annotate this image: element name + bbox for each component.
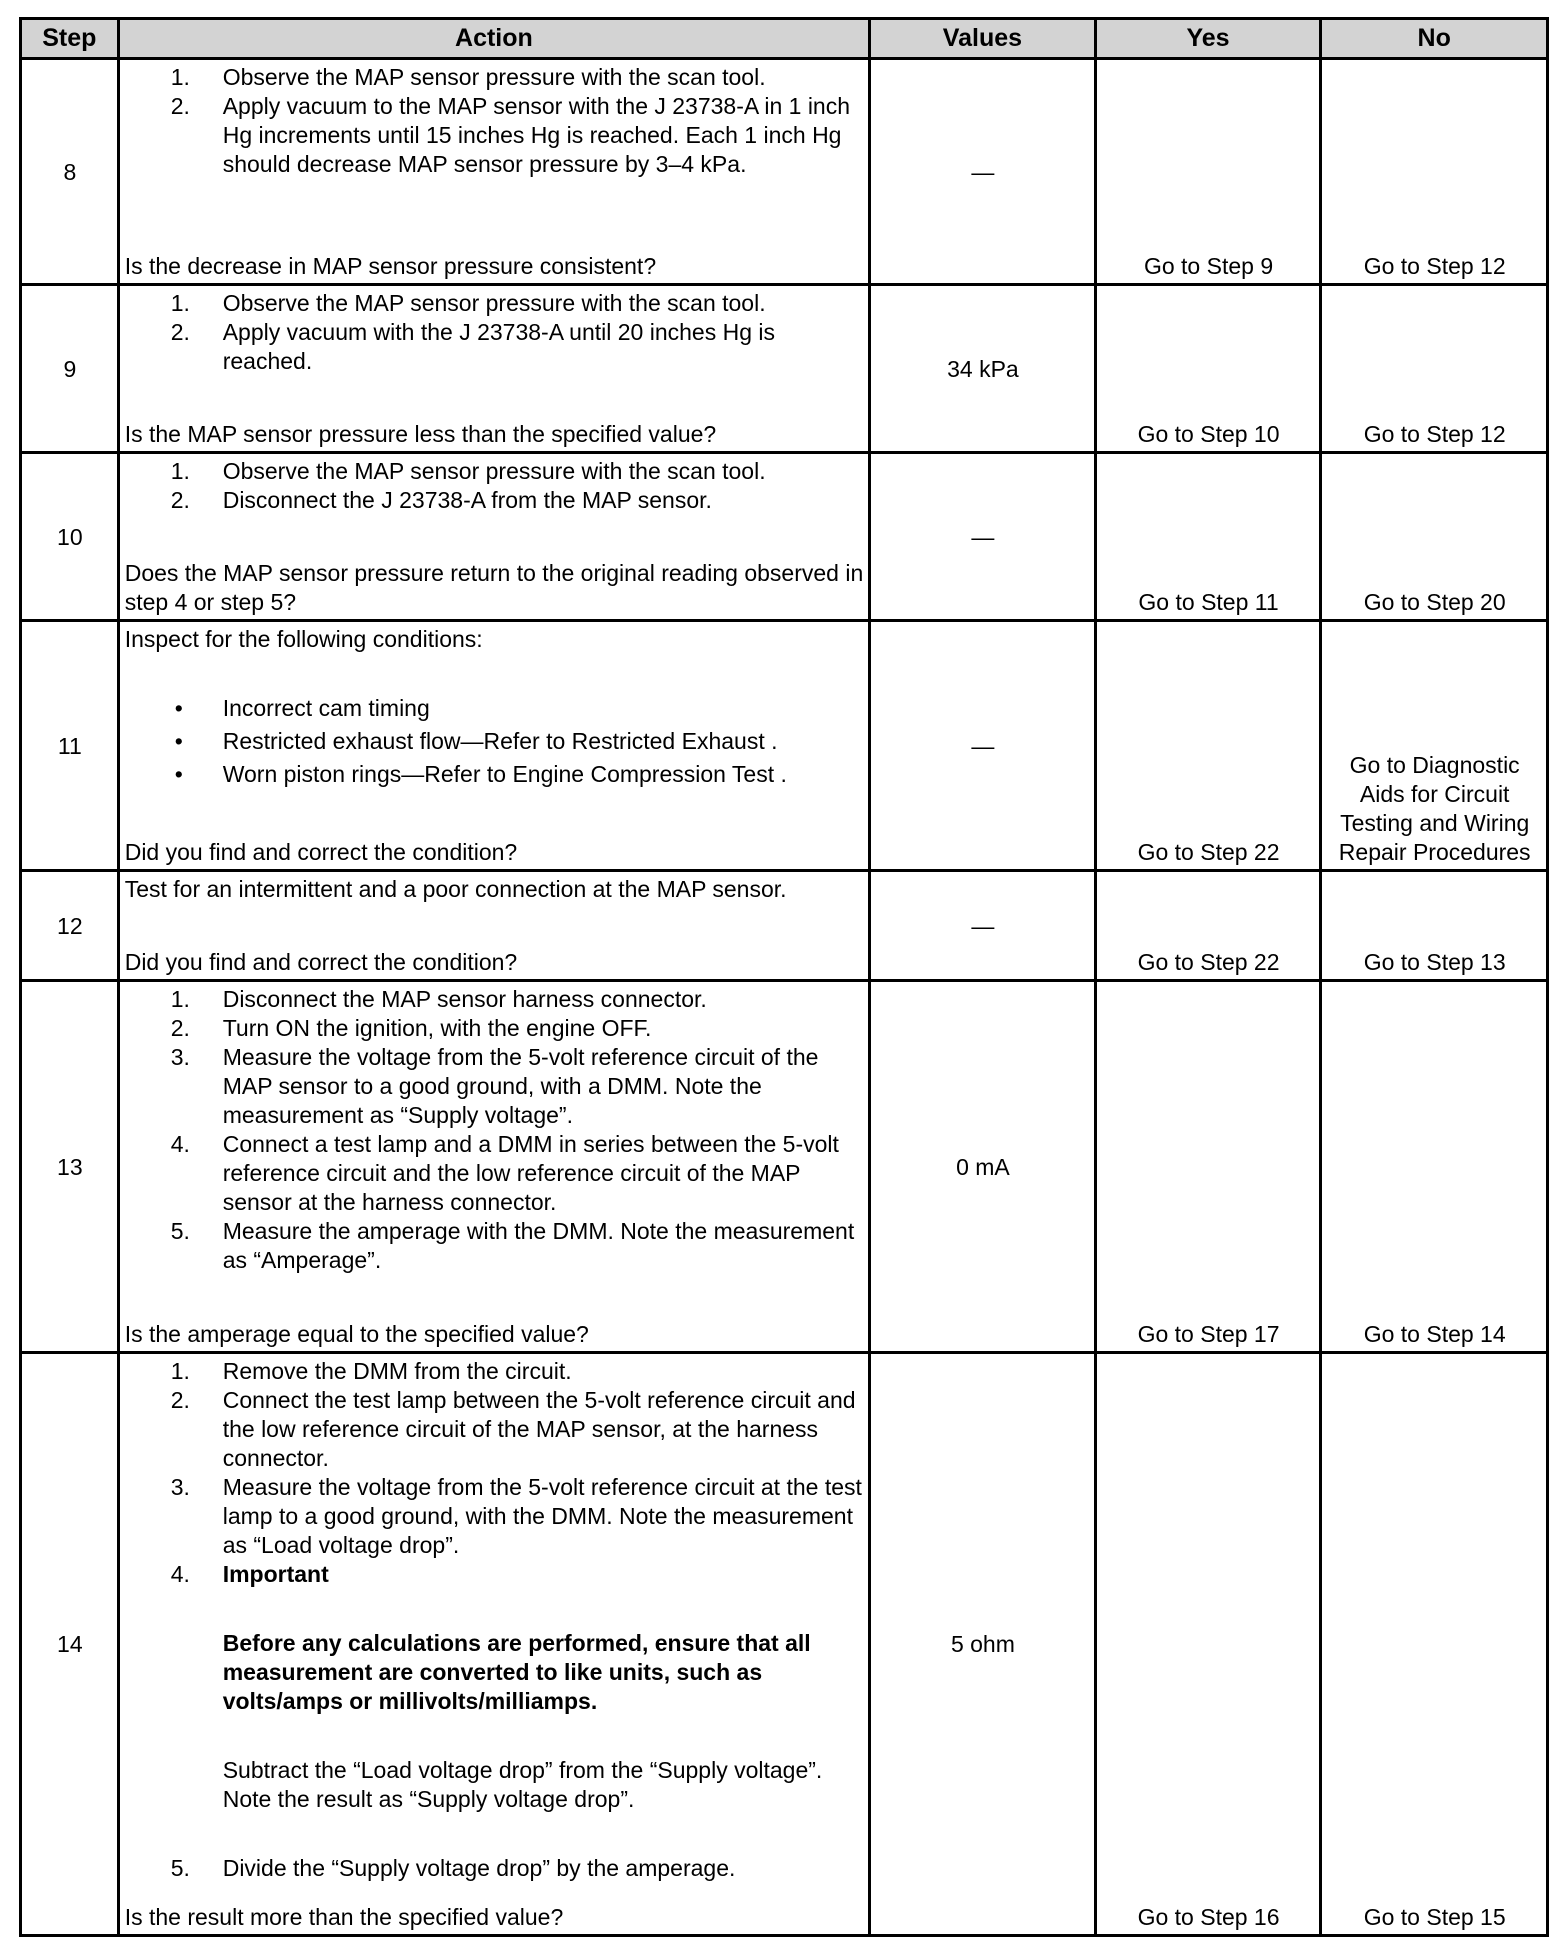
list-item: 2. Turn ON the ignition, with the engine OFF. (170, 1015, 652, 1041)
yes-cell: Go to Step 22 (1095, 871, 1321, 981)
list-item: 1. Observe the MAP sensor pressure with the scan tool. (170, 458, 766, 484)
step-number: 14 (21, 1353, 119, 1936)
list-item: 3. Measure the voltage from the 5-volt reference circuit at the test lamp to a good ground, with the DMM. Note the measurement as “Load voltage drop”. (170, 1474, 862, 1558)
action-question: Does the MAP sensor pressure return to the original reading observed in step 4 or step 5? (124, 560, 864, 615)
value-cell: — (870, 871, 1096, 981)
subtract-instruction: Subtract the “Load voltage drop” from the “Supply voltage”. Note the result as “Supply voltage drop”. (222, 1757, 823, 1812)
condition-list (125, 694, 864, 789)
list-item: • Incorrect cam timing (174, 695, 430, 721)
value-cell: 0 mA (870, 981, 1096, 1353)
list-item: 2. Connect the test lamp between the 5-volt reference circuit and the low reference circuit of the MAP sensor, at the harness connector. (170, 1387, 856, 1471)
action-cell (118, 453, 869, 621)
yes-cell: Go to Step 16 (1095, 1353, 1321, 1936)
table-row (21, 621, 1548, 871)
header-no: No (1321, 19, 1548, 59)
yes-cell: Go to Step 11 (1095, 453, 1321, 621)
value-cell: 34 kPa (870, 285, 1096, 453)
action-steps (125, 457, 864, 515)
action-steps (125, 1357, 864, 1883)
yes-cell: Go to Step 17 (1095, 981, 1321, 1353)
action-cell (118, 59, 869, 285)
action-question: Did you find and correct the condition? (124, 949, 518, 975)
action-question: Is the decrease in MAP sensor pressure consistent? (124, 253, 657, 279)
action-cell (118, 1353, 869, 1936)
list-item: 5. Measure the amperage with the DMM. Note the measurement as “Amperage”. (170, 1218, 855, 1273)
table-row (21, 1353, 1548, 1936)
list-item: 2. Apply vacuum to the MAP sensor with the J 23738-A in 1 inch Hg increments until 15 inches Hg is reached. Each 1 inch Hg should decrease MAP sensor pressure by 3–4 kPa. (170, 93, 851, 177)
header-values: Values (870, 19, 1096, 59)
no-cell: Go to Diagnostic Aids for Circuit Testing and Wiring Repair Procedures (1321, 621, 1548, 871)
step-number: 8 (21, 59, 119, 285)
no-cell: Go to Step 15 (1321, 1353, 1548, 1936)
list-item: 4. Connect a test lamp and a DMM in series between the 5-volt reference circuit and the low reference circuit of the MAP sensor at the harness connector. (170, 1131, 839, 1215)
list-item: • Restricted exhaust flow—Refer to Restricted Exhaust . (174, 728, 778, 754)
list-item: 2. Apply vacuum with the J 23738-A until 20 inches Hg is reached. (170, 319, 776, 374)
action-question: Is the MAP sensor pressure less than the specified value? (124, 421, 717, 447)
action-cell (118, 621, 869, 871)
action-steps (125, 289, 864, 376)
list-item: 4. Important Before any calculations are performed, ensure that all measurement are converted to like units, such as volts/amps or millivolts/milliamps. Subtract the “Load voltage drop” from the “Supply voltage”. Note the result as “Supply voltage drop”. (125, 1560, 864, 1814)
yes-cell: Go to Step 10 (1095, 285, 1321, 453)
table-row (21, 285, 1548, 453)
no-cell: Go to Step 14 (1321, 981, 1548, 1353)
value-cell: — (870, 453, 1096, 621)
header-step: Step (21, 19, 119, 59)
value-cell: 5 ohm (870, 1353, 1096, 1936)
action-cell (118, 285, 869, 453)
important-note: Before any calculations are performed, ensure that all measurement are converted to like units, such as volts/amps or millivolts/milliamps. (222, 1630, 811, 1714)
action-cell (118, 981, 869, 1353)
list-item: 1. Disconnect the MAP sensor harness connector. (170, 986, 707, 1012)
action-question: Is the result more than the specified value? (124, 1904, 564, 1930)
list-item: 1. Observe the MAP sensor pressure with the scan tool. (170, 290, 766, 316)
no-cell: Go to Step 12 (1321, 59, 1548, 285)
table-row (21, 871, 1548, 981)
action-steps (125, 63, 864, 179)
list-item: • Worn piston rings—Refer to Engine Compression Test . (174, 761, 787, 787)
action-question: Did you find and correct the condition? (124, 839, 518, 865)
table-row (21, 981, 1548, 1353)
no-cell: Go to Step 13 (1321, 871, 1548, 981)
step-number: 10 (21, 453, 119, 621)
list-item: 1. Remove the DMM from the circuit. (170, 1358, 572, 1384)
important-label: Important (222, 1561, 329, 1587)
step-number: 12 (21, 871, 119, 981)
value-cell: — (870, 621, 1096, 871)
header-action: Action (118, 19, 869, 59)
diagnostic-table (19, 17, 1549, 1937)
step-number: 9 (21, 285, 119, 453)
action-intro: Inspect for the following conditions: (124, 626, 483, 652)
table-row (21, 59, 1548, 285)
step-number: 13 (21, 981, 119, 1353)
step-number: 11 (21, 621, 119, 871)
header-yes: Yes (1095, 19, 1321, 59)
action-question: Is the amperage equal to the specified value? (124, 1321, 589, 1347)
no-cell: Go to Step 20 (1321, 453, 1548, 621)
yes-cell: Go to Step 22 (1095, 621, 1321, 871)
no-cell: Go to Step 12 (1321, 285, 1548, 453)
header-row (21, 19, 1548, 59)
value-cell: — (870, 59, 1096, 285)
yes-cell: Go to Step 9 (1095, 59, 1321, 285)
action-steps (125, 985, 864, 1275)
list-item: 3. Measure the voltage from the 5-volt reference circuit of the MAP sensor to a good ground, with a DMM. Note the measurement as “Supply voltage”. (170, 1044, 819, 1128)
action-intro: Test for an intermittent and a poor connection at the MAP sensor. (124, 876, 787, 902)
list-item: 1. Observe the MAP sensor pressure with the scan tool. (170, 64, 766, 90)
list-item: 5. Divide the “Supply voltage drop” by the amperage. (170, 1855, 736, 1881)
action-cell (118, 871, 869, 981)
list-item: 2. Disconnect the J 23738-A from the MAP sensor. (170, 487, 712, 513)
table-row (21, 453, 1548, 621)
